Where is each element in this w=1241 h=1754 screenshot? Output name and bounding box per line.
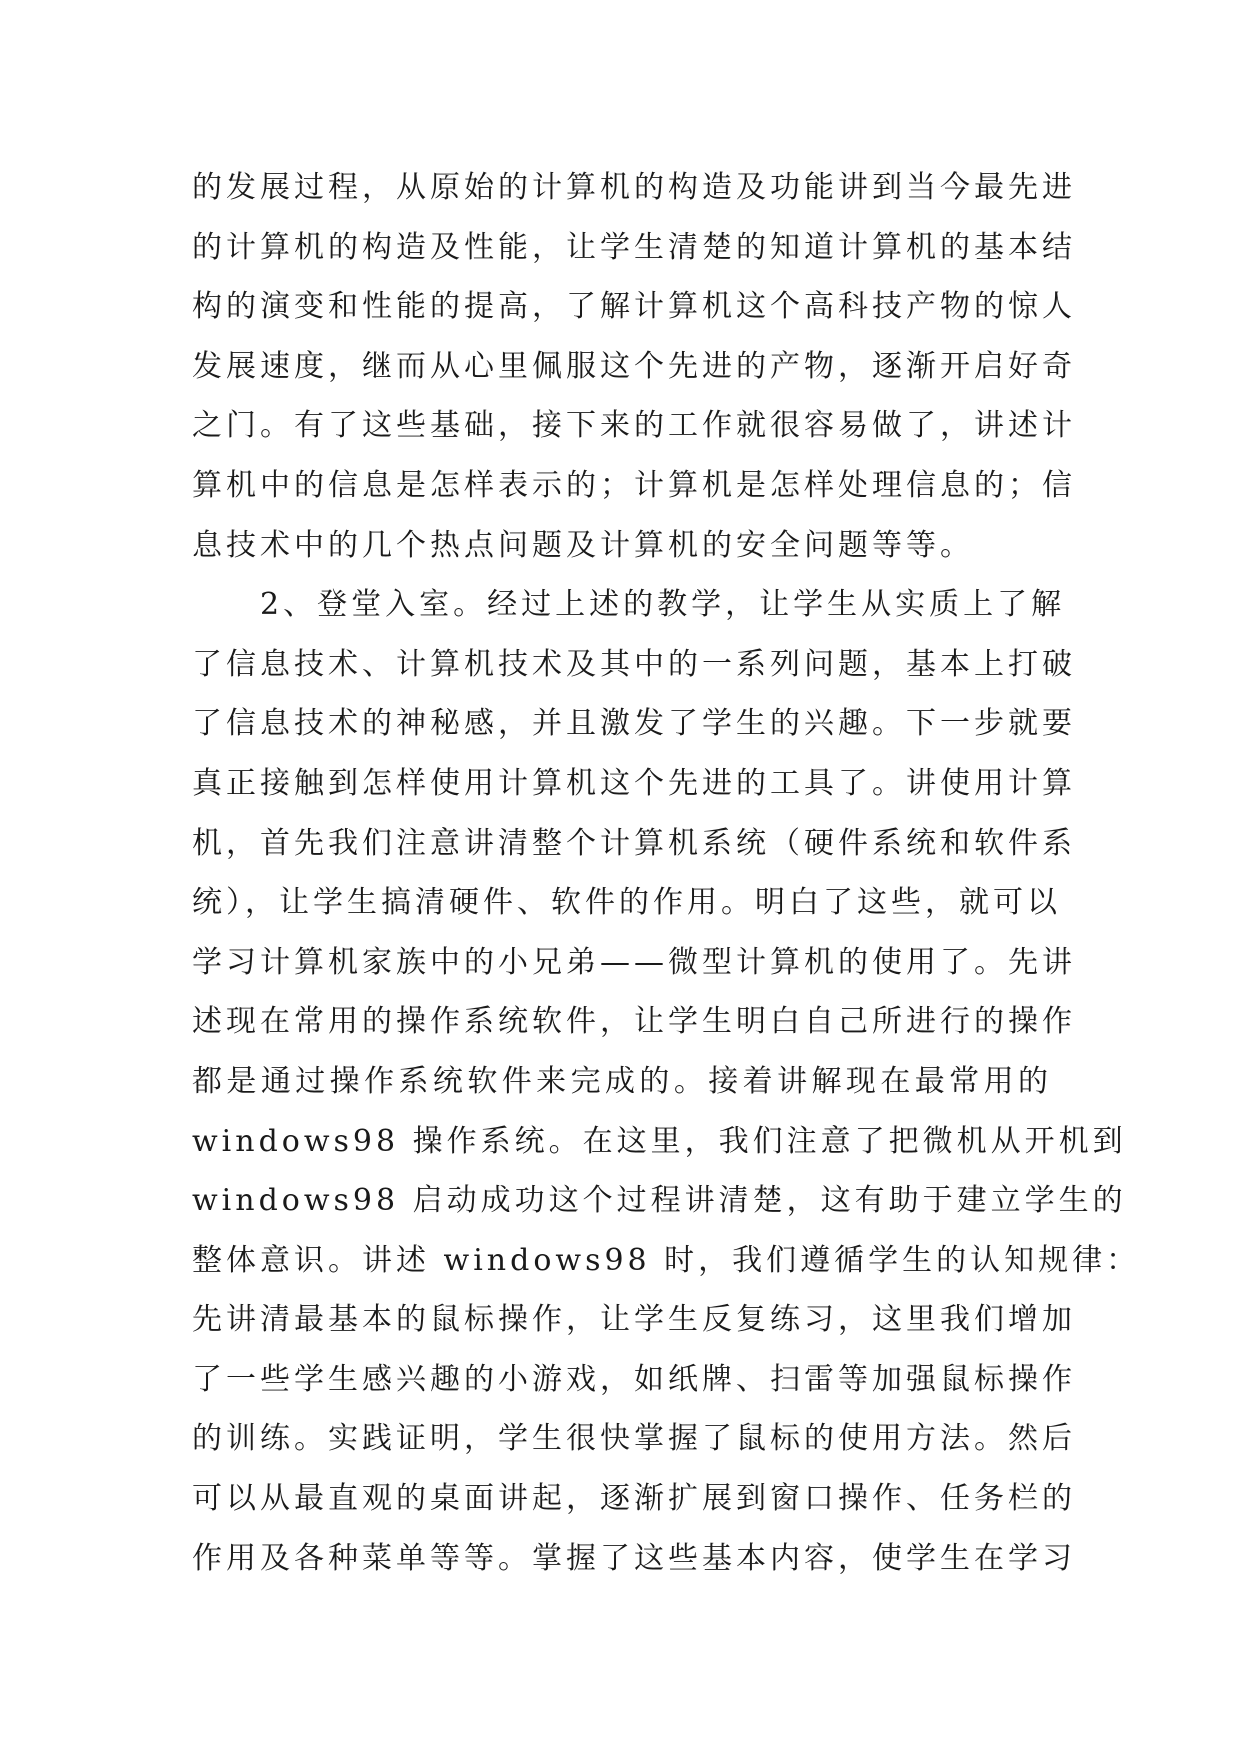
paragraph-2 <box>192 575 1141 1588</box>
text-line: 机，首先我们注意讲清整个计算机系统（硬件系统和软件系 <box>192 825 1076 861</box>
body-text <box>192 158 1141 1588</box>
text-line: 算机中的信息是怎样表示的；计算机是怎样处理信息的；信 <box>192 467 1076 503</box>
text-line: 作用及各种菜单等等。掌握了这些基本内容，使学生在学习 <box>192 1540 1076 1576</box>
text-line: 发展速度，继而从心里佩服这个先进的产物，逐渐开启好奇 <box>192 348 1076 384</box>
text-line: windows98 启动成功这个过程讲清楚，这有助于建立学生的 <box>192 1183 1127 1219</box>
text-line: 的发展过程，从原始的计算机的构造及功能讲到当今最先进 <box>192 170 1076 205</box>
text-line: 整体意识。讲述 windows98 时，我们遵循学生的认知规律： <box>192 1242 1141 1278</box>
text-line: 了一些学生感兴趣的小游戏，如纸牌、扫雷等加强鼠标操作 <box>192 1361 1076 1397</box>
text-line: windows98 操作系统。在这里，我们注意了把微机从开机到 <box>192 1123 1127 1159</box>
text-line: 先讲清最基本的鼠标操作，让学生反复练习，这里我们增加 <box>192 1302 1076 1338</box>
text-line: 的计算机的构造及性能，让学生清楚的知道计算机的基本结 <box>192 229 1076 265</box>
text-line: 述现在常用的操作系统软件，让学生明白自己所进行的操作 <box>192 1004 1076 1040</box>
text-line: 的训练。实践证明，学生很快掌握了鼠标的使用方法。然后 <box>192 1421 1076 1457</box>
text-line: 息技术中的几个热点问题及计算机的安全问题等等。 <box>192 527 974 563</box>
text-line: 之门。有了这些基础，接下来的工作就很容易做了，讲述计 <box>192 408 1076 444</box>
paragraph-1 <box>192 158 1076 575</box>
text-line: 2、登堂入室。经过上述的教学，让学生从实质上了解 <box>192 587 1066 623</box>
text-line: 都是通过操作系统软件来完成的。接着讲解现在最常用的 <box>192 1063 1052 1099</box>
text-line: 真正接触到怎样使用计算机这个先进的工具了。讲使用计算 <box>192 765 1076 801</box>
text-line: 了信息技术的神秘感，并且激发了学生的兴趣。下一步就要 <box>192 706 1076 742</box>
text-line: 了信息技术、计算机技术及其中的一系列问题，基本上打破 <box>192 646 1076 682</box>
text-line: 统），让学生搞清硬件、软件的作用。明白了这些，就可以 <box>192 885 1061 921</box>
text-line: 学习计算机家族中的小兄弟——微型计算机的使用了。先讲 <box>192 944 1076 980</box>
text-line: 可以从最直观的桌面讲起，逐渐扩展到窗口操作、任务栏的 <box>192 1481 1076 1517</box>
text-line: 构的演变和性能的提高，了解计算机这个高科技产物的惊人 <box>192 289 1076 325</box>
